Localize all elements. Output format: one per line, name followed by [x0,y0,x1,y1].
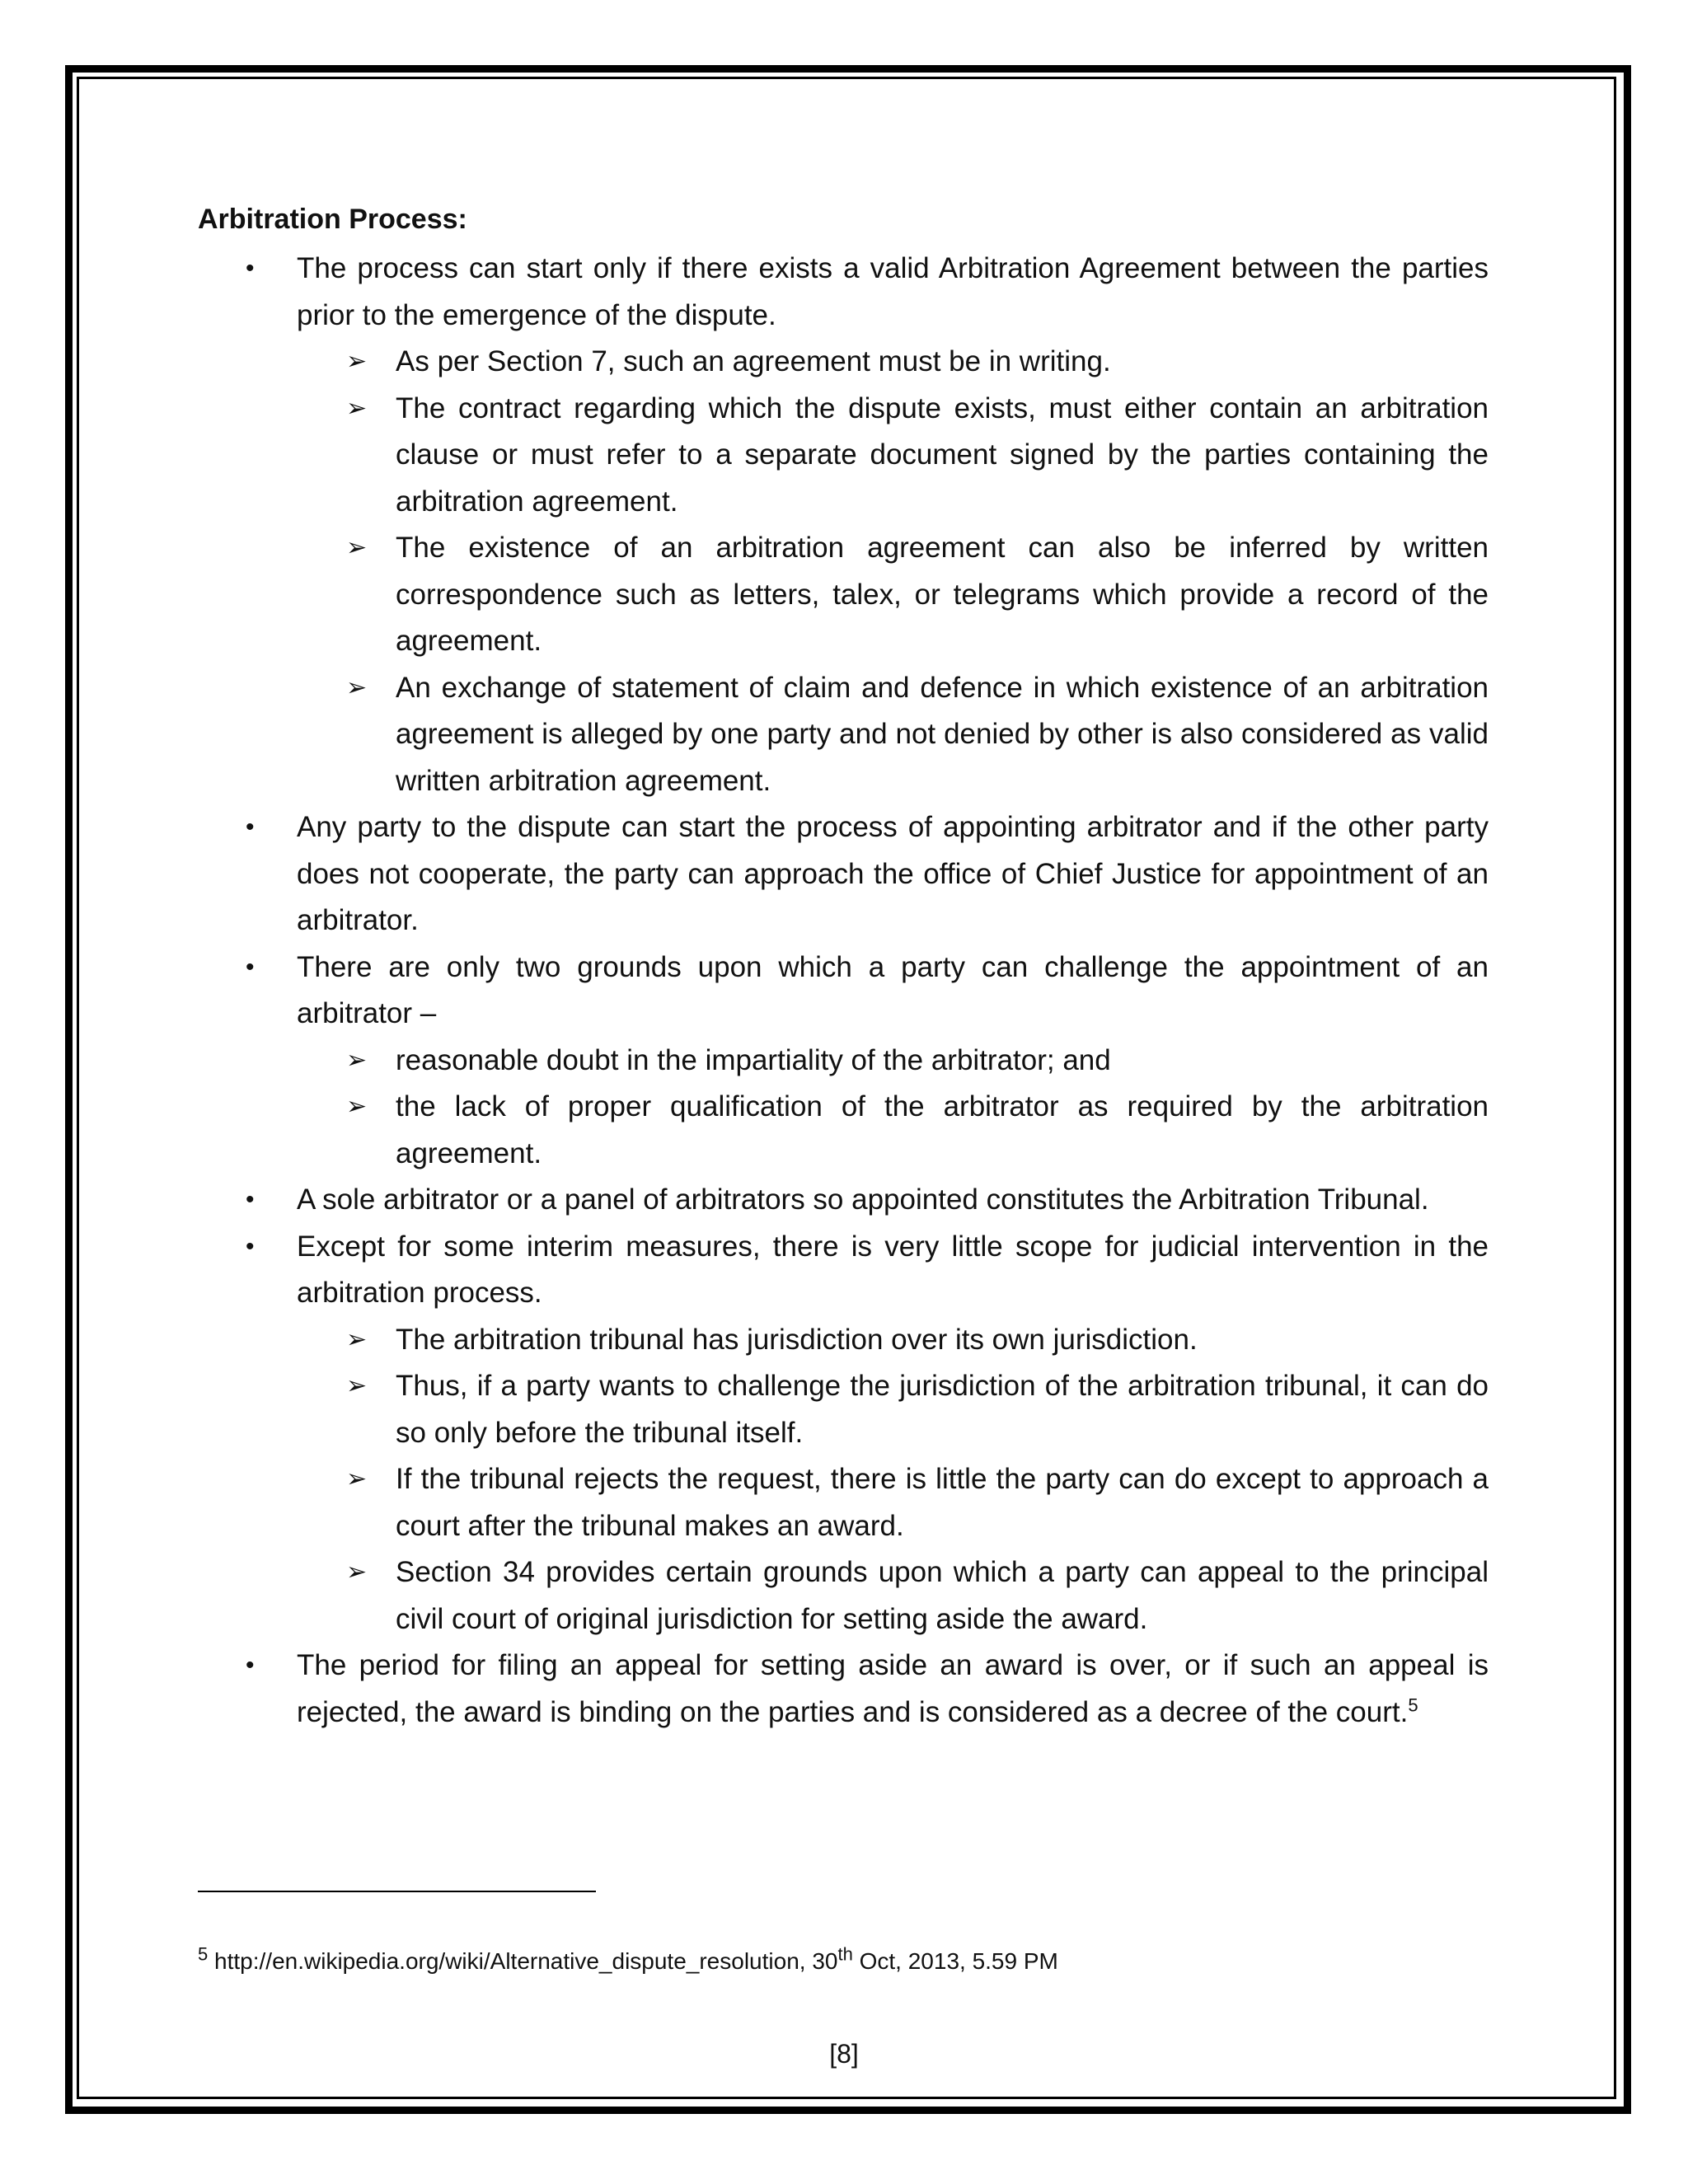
list-item [198,944,1489,1038]
list-item [198,1224,1489,1317]
sub-list-item [198,1549,1489,1643]
sub-list-item [198,665,1489,805]
sub-list-item [198,1363,1489,1456]
list-item-text: Except for some interim measures, there is very little scope for judicial intervention in the arbitration process. [297,1230,1489,1309]
list-item [198,1177,1489,1224]
sub-list-item [198,1038,1489,1085]
sub-list-item [198,525,1489,665]
arrow-bullet-icon: ➢ [346,394,368,422]
sub-list-item [198,386,1489,526]
sub-list-item [198,1317,1489,1364]
page-number: [8] [829,2039,859,2069]
section-heading: Arbitration Process: [198,204,467,235]
arrow-bullet-icon: ➢ [346,1046,368,1074]
sub-list-item-text: The existence of an arbitration agreement can also be inferred by written correspondence such as letters, talex, or telegrams which provide a record of the agreement. [396,532,1489,657]
list-item-text: Any party to the dispute can start the process of appointing arbitrator and if the other party does not cooperate, the party can approach the office of Chief Justice for appointment of an arbitrator. [297,811,1489,936]
sub-list-item-text: the lack of proper qualification of the arbitrator as required by the arbitration agreement. [396,1090,1489,1169]
list-item-text: There are only two grounds upon which a party can challenge the appointment of an arbitrator – [297,950,1489,1029]
arrow-bullet-icon: ➢ [346,348,368,375]
sub-list-item [198,339,1489,386]
list-item [198,1643,1489,1736]
sub-list-item-text: reasonable doubt in the impartiality of the arbitrator; and [396,1043,1111,1076]
list-item-text: A sole arbitrator or a panel of arbitrators so appointed constitutes the Arbitration Tribunal. [297,1183,1429,1216]
bullet-icon: • [246,1186,255,1213]
footnote-date-rest: Oct, 2013, 5.59 PM [852,1948,1058,1974]
footnote-date-suffix: th [837,1943,853,1965]
bullet-icon: • [246,813,255,841]
footnote-link[interactable]: http://en.wikipedia.org/wiki/Alternative_dispute_resolution, 30 [214,1948,838,1974]
sub-list-item-text: As per Section 7, such an agreement must be in writing. [396,345,1111,377]
sub-list-item-text: Section 34 provides certain grounds upon which a party can appeal to the principal civil court of original jurisdiction for setting aside the award. [396,1556,1489,1635]
footnote [198,1943,1058,1976]
list-item-text: The period for filing an appeal for setting aside an award is over, or if such an appeal is rejected, the award is binding on the parties and is considered as a decree of the court. [297,1649,1489,1728]
bullet-icon: • [246,1652,255,1679]
bullet-icon: • [246,1232,255,1260]
sub-list-item [198,1084,1489,1177]
arrow-bullet-icon: ➢ [346,1372,368,1399]
arrow-bullet-icon: ➢ [346,673,368,701]
sub-list-item-text: An exchange of statement of claim and defence in which existence of an arbitration agreement is alleged by one party and not denied by other is also considered as valid written arbitration agreement. [396,671,1489,797]
arrow-bullet-icon: ➢ [346,1465,368,1493]
list-item-text: The process can start only if there exists a valid Arbitration Agreement between the parties prior to the emergence of the dispute. [297,252,1489,331]
footnote-reference[interactable]: 5 [1408,1694,1418,1715]
footnote-separator [198,1891,596,1892]
document-body [198,199,1489,1736]
footnote-number: 5 [198,1943,209,1965]
arrow-bullet-icon: ➢ [346,1558,368,1586]
arrow-bullet-icon: ➢ [346,534,368,561]
sub-list-item [198,1456,1489,1549]
list-item [198,804,1489,944]
arrow-bullet-icon: ➢ [346,1093,368,1120]
list-item [198,246,1489,339]
bullet-icon: • [246,255,255,282]
sub-list-item-text: If the tribunal rejects the request, there is little the party can do except to approach a court after the tribunal makes an award. [396,1463,1489,1542]
sub-list-item-text: Thus, if a party wants to challenge the jurisdiction of the arbitration tribunal, it can do so only before the tribunal itself. [396,1370,1489,1449]
sub-list-item-text: The contract regarding which the dispute exists, must either contain an arbitration clause or must refer to a separate document signed by the parties containing the arbitration agreement. [396,391,1489,518]
bullet-icon: • [246,953,255,981]
arrow-bullet-icon: ➢ [346,1325,368,1353]
sub-list-item-text: The arbitration tribunal has jurisdiction over its own jurisdiction. [396,1323,1198,1356]
